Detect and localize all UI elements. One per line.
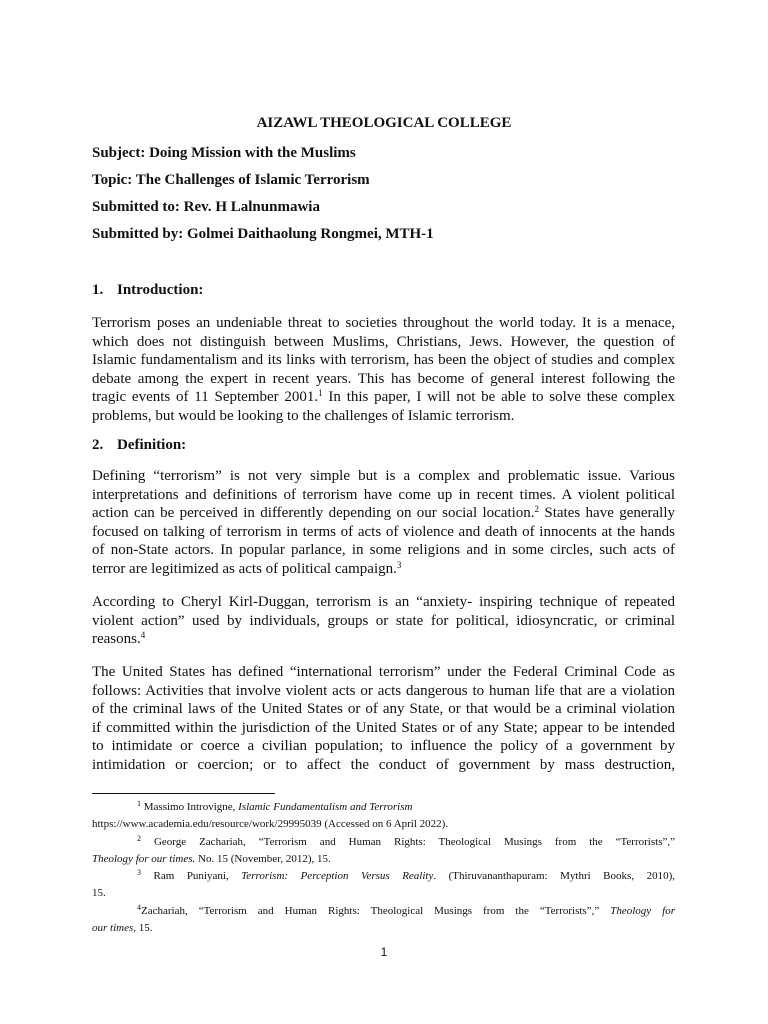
definition-paragraph-3: The United States has defined “international terrorism” under the Federal Criminal Code as follows: Activities that involve violent acts or acts dangerous to human life that are a violation of the criminal laws of the United States or of any State, or that would be a criminal violation if committed within the jurisdiction of the United States or of any State; appear to be intended to intimidate or coerce a civilian population; to influence the policy of a government by intimidation or coercion; or to affect the conduct of government by mass destruction, bbox=[92, 664, 675, 773]
college-title: AIZAWL THEOLOGICAL COLLEGE bbox=[256, 115, 512, 131]
section-heading-definition bbox=[92, 435, 186, 455]
definition-paragraph-1: Defining “terrorism” is not very simple but is a complex and problematic issue. Various interpretations and definitions of terrorism have come up in recent times. A violent political action can be perceived in differently depending on our social location.$^2$ States have generally focused on talking of terrorism in terms of acts of violence and death of innocents at the hands of non-State actors. In popular parlance, in some religions and in some circles, such acts of terror are legitimized as acts of political campaign.$^3$ bbox=[92, 468, 675, 577]
footnote-ref-3[interactable]: 3 bbox=[396, 559, 402, 570]
submitted-by-line: Submitted by: Golmei Daithaolung Rongmei, MTH-1 bbox=[92, 226, 434, 242]
section-number: 2. bbox=[92, 437, 104, 453]
footnote-ref-1[interactable]: 1 bbox=[318, 388, 323, 399]
footnote-1: $^1$ Massimo Introvigne, Islamic Fundamentalism and Terrorism https://www.academia.edu/resource/work/29995039 (Accessed on 6 April 2022). bbox=[92, 799, 449, 830]
footnote-4: $^4$Zachariah, “Terrorism and Human Rights: Theological Musings from the “Terrorists”,” Theology for our times, 15. bbox=[92, 903, 675, 934]
section-title: Definition: bbox=[117, 437, 187, 453]
footnote-ref-2[interactable]: 2 bbox=[534, 504, 540, 515]
topic-line: Topic: The Challenges of Islamic Terrorism bbox=[92, 172, 370, 188]
section-heading-introduction bbox=[92, 280, 203, 300]
section-number: 1. bbox=[92, 282, 104, 298]
intro-paragraph: Terrorism poses an undeniable threat to societies throughout the world today. It is a menace, which does not distinguish between Muslims, Christians, Jews. However, the question of Islamic fundamentalism and its links with terrorism, has been the object of studies and complex debate among the expert in recent years. This has become of general interest following the tragic events of 11 September 2001.$^1$ In this paper, I will not be able to solve these complex problems, but would be looking to the challenges of Islamic terrorism. bbox=[92, 315, 675, 424]
submitted-to-line: Submitted to: Rev. H Lalnunmawia bbox=[92, 199, 320, 215]
footnote-separator bbox=[92, 793, 275, 794]
section-title: Introduction: bbox=[117, 282, 204, 298]
footnote-3: $^3$ Ram Puniyani, Terrorism: Perception Versus Reality. (Thiruvananthapuram: Mythri Books, 2010), 15. bbox=[92, 868, 675, 899]
page-number: 1 bbox=[380, 945, 388, 959]
subject-line: Subject: Doing Mission with the Muslims bbox=[92, 145, 356, 161]
footnote-2: $^2$ George Zachariah, “Terrorism and Human Rights: Theological Musings from the “Terrorists”,” Theology for our times. No. 15 (November, 2012), 15. bbox=[92, 834, 675, 865]
footnote-ref-4[interactable]: 4 bbox=[140, 630, 146, 641]
definition-paragraph-2: According to Cheryl Kirl-Duggan, terrorism is an “anxiety- inspiring technique of repeated violent action” used by individuals, groups or state for political, idiosyncratic, or criminal reasons.$^4$ bbox=[92, 594, 675, 648]
